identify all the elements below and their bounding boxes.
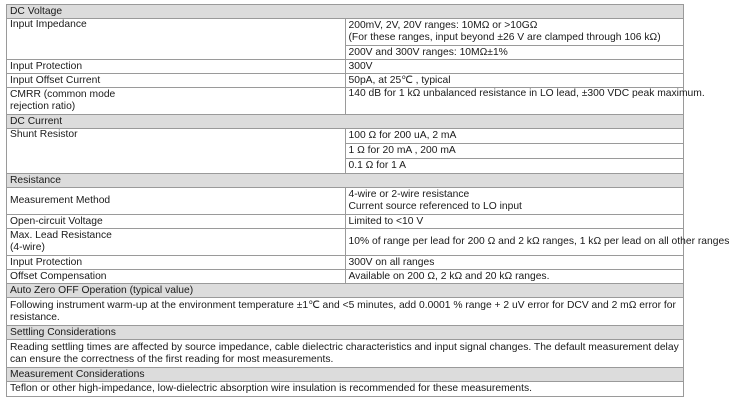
paragraph-text: Reading settling times are affected by source impedance, cable dielectric characteristics and input signal changes. The default measurement delay can ensure the correctness of the first reading for most measurements.	[7, 340, 684, 368]
row-value	[345, 188, 684, 215]
spec-row-offset-compensation	[7, 270, 684, 284]
row-value: 50pA, at 25℃ , typical	[345, 74, 684, 88]
spec-row-cmrr	[7, 88, 684, 115]
section-title: Settling Considerations	[7, 326, 684, 340]
paragraph-row-settling	[7, 340, 684, 368]
row-label: Input Protection	[7, 256, 346, 270]
label-line: CMRR (common mode	[10, 89, 116, 100]
value-line: 200mV, 2V, 20V ranges: 10MΩ or >10GΩ	[348, 20, 538, 31]
section-title: DC Current	[7, 115, 684, 129]
spec-row-input-impedance	[7, 19, 684, 46]
row-value: 10% of range per lead for 200 Ω and 2 kΩ ranges, 1 kΩ per lead on all other ranges	[345, 229, 684, 256]
section-header-settling	[7, 326, 684, 340]
paragraph-row-auto-zero	[7, 298, 684, 326]
row-label: Shunt Resistor	[7, 129, 346, 174]
row-value: 300V on all ranges	[345, 256, 684, 270]
spec-row-offset-current	[7, 74, 684, 88]
label-line: Max. Lead Resistance	[10, 230, 112, 241]
spec-row-shunt-resistor	[7, 129, 684, 144]
section-header-measurement	[7, 368, 684, 382]
label-line: (4-wire)	[10, 242, 45, 253]
value-line: Current source referenced to LO input	[348, 201, 522, 212]
row-label: Open-circuit Voltage	[7, 215, 346, 229]
section-title: Resistance	[7, 174, 684, 188]
spec-row-lead-resistance	[7, 229, 684, 256]
row-label: Measurement Method	[7, 188, 346, 215]
row-value: 140 dB for 1 kΩ unbalanced resistance in LO lead, ±300 VDC peak maximum.	[345, 88, 684, 115]
section-header-auto-zero	[7, 284, 684, 298]
spec-row-input-protection	[7, 256, 684, 270]
paragraph-text: Teflon or other high-impedance, low-dielectric absorption wire insulation is recommended for these measurements.	[7, 382, 684, 397]
row-label: Input Protection	[7, 60, 346, 74]
row-label: Offset Compensation	[7, 270, 346, 284]
row-value: 200V and 300V ranges: 10MΩ±1%	[345, 46, 684, 60]
spec-row-open-circuit-voltage	[7, 215, 684, 229]
row-label	[7, 88, 346, 115]
spec-sheet	[6, 4, 729, 397]
row-value: 100 Ω for 200 uA, 2 mA	[345, 129, 684, 144]
spec-row-input-protection	[7, 60, 684, 74]
value-line: 4-wire or 2-wire resistance	[348, 189, 470, 200]
paragraph-row-measurement	[7, 382, 684, 397]
row-value: Limited to <10 V	[345, 215, 684, 229]
section-title: DC Voltage	[7, 5, 684, 19]
row-value: Available on 200 Ω, 2 kΩ and 20 kΩ ranges.	[345, 270, 684, 284]
section-header-resistance	[7, 174, 684, 188]
section-title: Auto Zero OFF Operation (typical value)	[7, 284, 684, 298]
row-value	[345, 19, 684, 46]
row-label	[7, 229, 346, 256]
label-line: rejection ratio)	[10, 101, 76, 112]
section-header-dc-current	[7, 115, 684, 129]
row-value: 0.1 Ω for 1 A	[345, 159, 684, 174]
value-line: (For these ranges, input beyond ±26 V are clamped through 106 kΩ)	[348, 32, 661, 43]
row-label: Input Impedance	[7, 19, 346, 60]
row-value: 300V	[345, 60, 684, 74]
row-label: Input Offset Current	[7, 74, 346, 88]
section-header-dc-voltage	[7, 5, 684, 19]
spec-table	[6, 4, 729, 397]
spec-row-measurement-method	[7, 188, 684, 215]
section-title: Measurement Considerations	[7, 368, 684, 382]
paragraph-text: Following instrument warm-up at the environment temperature ±1℃ and <5 minutes, add 0.0001 % range + 2 uV error for DCV and 2 mΩ error for resistance.	[7, 298, 684, 326]
row-value: 1 Ω for 20 mA , 200 mA	[345, 144, 684, 159]
